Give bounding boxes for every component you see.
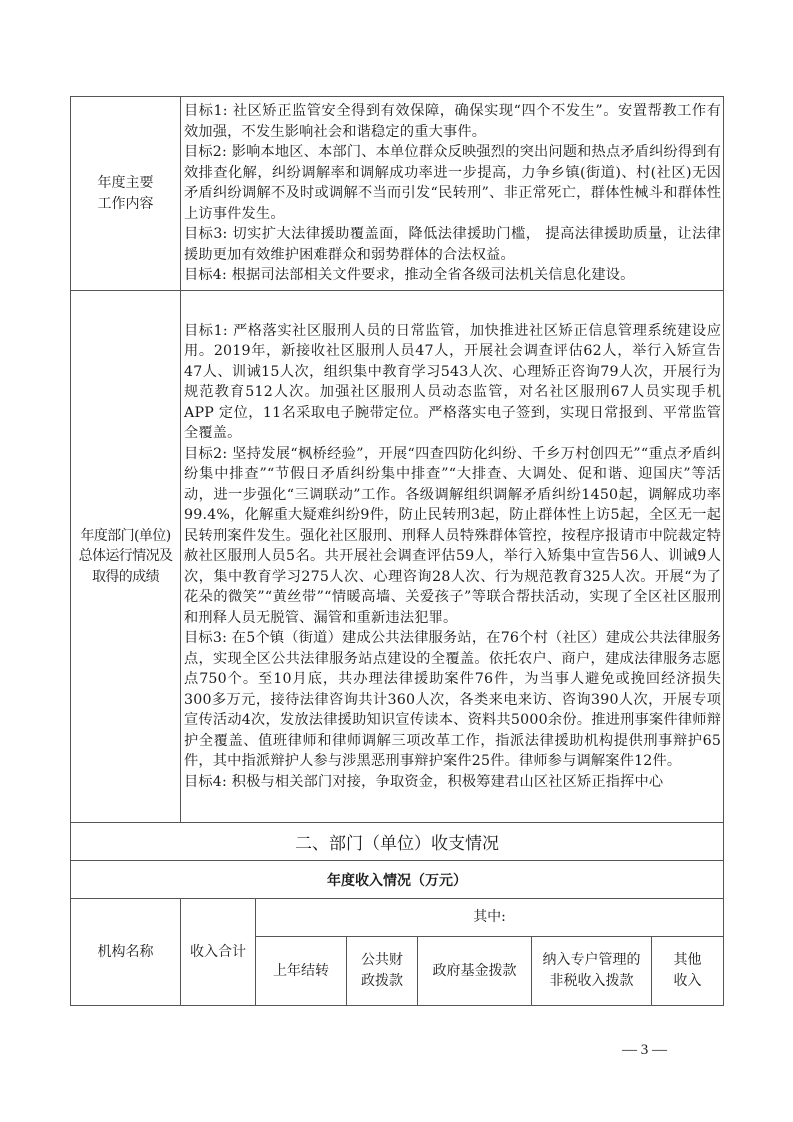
header-total: 收入合计 [181,899,256,1006]
label-line: 年度部门(单位) [80,527,171,544]
header-prior-year-carryover [256,937,347,1006]
header-non-tax-income [532,937,652,1006]
goal-paragraph: 目标4: 根据司法部相关文件要求，推动全省各级司法机关信息化建设。 [184,267,635,284]
table-row-annual-work [71,97,724,291]
header-line: 政府基金拨款 [432,962,517,979]
header-other-income [652,937,724,1006]
goal-paragraph: 目标4: 积极与相关部门对接，争取资金，积极筹建君山区社区矫正指挥中心 [184,773,664,790]
row-label-annual-work [71,97,181,291]
table-row-income-title [71,861,724,899]
section-title: 二、部门（单位）收支情况 [71,823,724,861]
header-line: 非税收入拨款 [549,973,634,989]
goal-paragraph: 目标1: 社区矫正监管安全得到有效保障，确保实现“四个不发生”。安置帮教工作有效加强，不发生影响社会和谐稳定的重大事件。 [184,103,722,140]
performance-table [70,96,724,1006]
header-line: 纳入专户管理的 [542,952,641,968]
header-org-name: 机构名称 [71,899,181,1006]
table-row-income-header-top [71,899,724,937]
label-line: 总体运行情况及 [78,548,173,565]
header-of-which: 其中: [256,899,724,937]
label-line: 年度主要 [97,175,154,191]
goal-paragraph: 目标2: 坚持发展“枫桥经验”，开展“四查四防化纠纷、千乡万村创四无”“重点矛盾纠纷集中排查”“节假日矛盾纠纷集中排查”“大排查、大调处、促和谐、迎国庆”等活动，进一步强化“三调联动”工作。各级调解组织调解矛盾纠纷1450起，调解成功率99.4%，化解重大疑难纠纷9件，防止民转刑3起，防止群体性上访5起，全区无一起民转刑案件发生。强化社区服刑、刑释人员特殊群体管控，按程序报请市中院裁定特赦社区服刑人员5名。共开展社会调查评估59人，举行入矫集中宣告56人、训诫9人次，集中教育学习275人次、心理咨询28人次、行为规范教育325人次。开展“为了花朵的微笑”“黄丝带”“情暖高墙、关爱孩子”等联合帮扶活动，实现了全区社区服刑和刑释人员无脱管、漏管和重新违法犯罪。 [184,445,722,626]
row-label-achievements [71,291,181,823]
table-row-achievements [71,291,724,823]
header-line: 公共财 [361,952,403,968]
header-public-finance [347,937,418,1006]
goal-paragraph: 目标1: 严格落实社区服刑人员的日常监管，加快推进社区矫正信息管理系统建设应用。2019年，新接收社区服刑人员47人，开展社会调查评估62人，举行入矫宣告47人、训诫15人次，组织集中教育学习543人次、心理矫正咨询79人次，开展行为规范教育512人次。加强社区服刑人员动态监管，对名社区服刑67人员实现手机 APP 定位，11名采取电子腕带定位。严格落实电子签到，实现日常报到、平常监管全覆盖。 [184,322,722,442]
header-line: 政拨款 [361,973,403,989]
goal-paragraph: 目标2: 影响本地区、本部门、本单位群众反映强烈的突出问题和热点矛盾纠纷得到有效排查化解，纠纷调解率和调解成功率进一步提高，力争乡镇(街道)、村(社区)无因矛盾纠纷调解不及时或调解不当而引发“民转刑”、非正常死亡，群体性械斗和群体性上访事件发生。 [184,144,722,222]
income-title: 年度收入情况（万元） [71,861,724,899]
header-government-fund [418,937,532,1006]
achievements-content [181,291,724,823]
annual-work-content [181,97,724,291]
header-line: 其他 [673,952,702,968]
goal-paragraph: 目标3: 切实扩大法律援助覆盖面，降低法律援助门槛， 提高法律援助质量，让法律援助更加有效维护困难群众和弱势群体的合法权益。 [184,226,722,263]
label-line: 取得的成绩 [92,568,159,585]
label-line: 工作内容 [97,195,154,212]
header-line: 收入 [673,973,702,989]
page-number: — 3 — [622,1042,667,1058]
header-line: 上年结转 [273,962,329,979]
goal-paragraph: 目标3: 在5个镇（街道）建成公共法律服务站，在76个村（社区）建成公共法律服务点，实现全区公共法律服务站点建设的全覆盖。依托农户、商户，建成法律服务志愿点750个。至10月底，共办理法律援助案件76件，为当事人避免或挽回经济损失300多万元，接待法律咨询共计360人次，各类来电来访、咨询390人次，开展专项宣传活动4次，发放法律援助知识宣传读本、资料共5000余份。推进刑事案件律师辩护全覆盖、值班律师和律师调解三项改革工作，指派法律援助机构提供刑事辩护65件，其中指派辩护人参与涉黑恶刑事辩护案件25件。律师参与调解案件12件。 [184,630,722,770]
table-row-section-title [71,823,724,861]
